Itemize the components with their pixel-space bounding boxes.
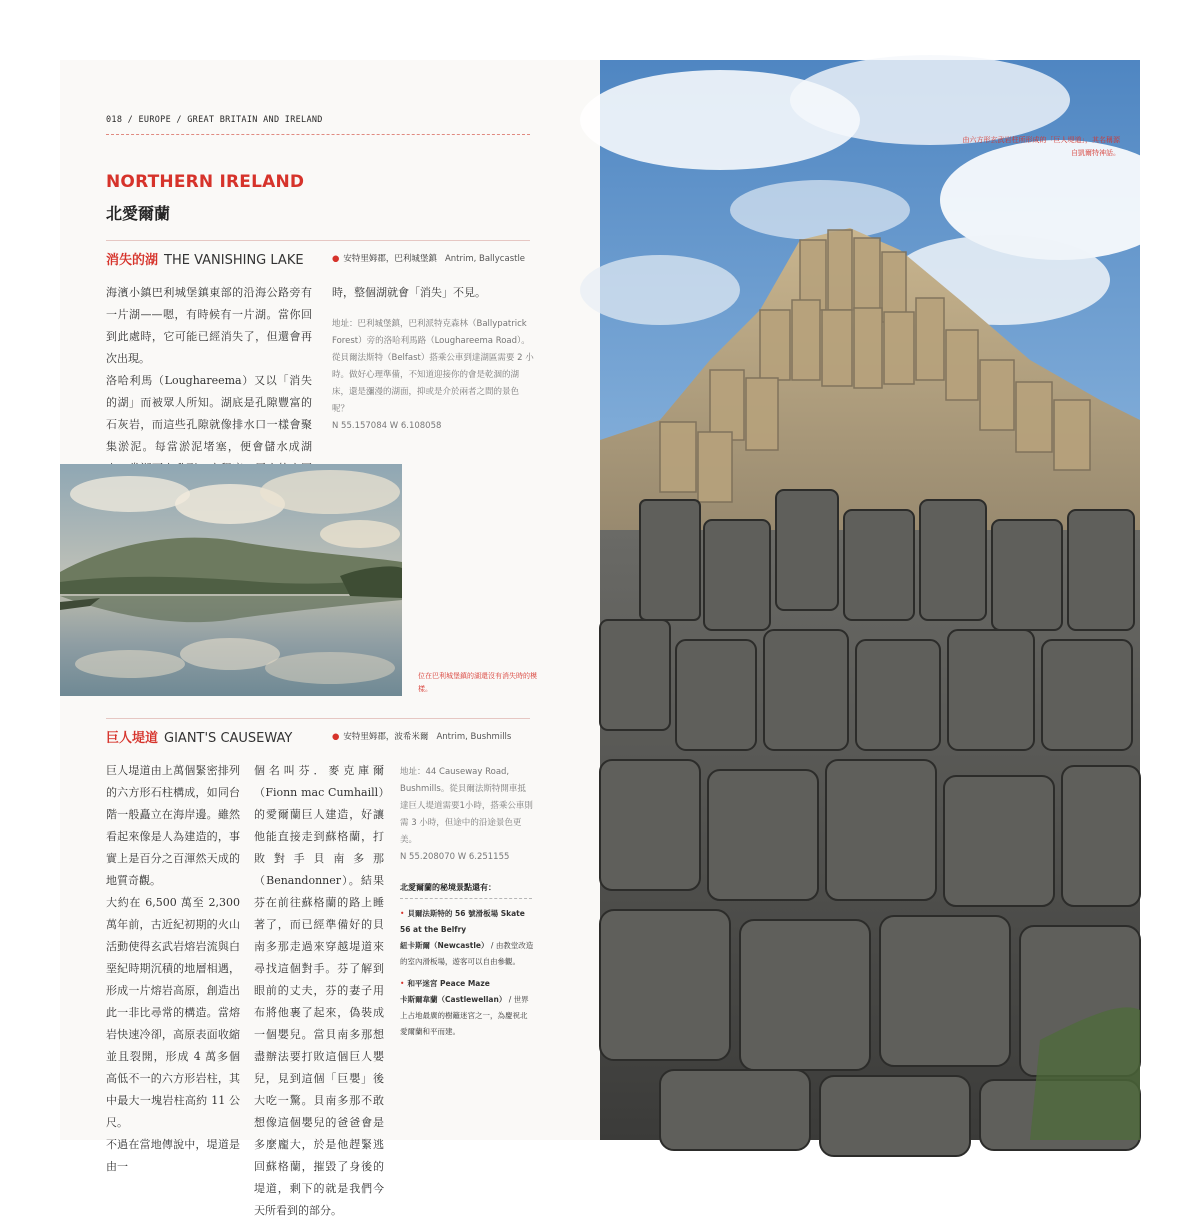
paragraph: 巨人堤道由上萬個緊密排列的六方形石柱構成，如同台階一般矗立在海岸邊。雖然看起來像是人為建造的，事實上是百分之百渾然天成的地質奇觀。 xyxy=(106,764,240,887)
tips-rule xyxy=(400,898,532,899)
tip-item: • 貝爾法斯特的 56 號滑板場 Skate 56 at the Belfry 紐卡斯爾（Newcastle） / 由教堂改造的室內滑板場，遊客可以自由參觀。 xyxy=(400,909,534,966)
tip-place: 紐卡斯爾（Newcastle） xyxy=(400,941,489,950)
lake-photo-image xyxy=(60,464,402,696)
left-page xyxy=(60,60,600,1217)
paragraph: 洛哈利馬（Loughareema）又以「消失的湖」而被眾人所知。湖底是孔隙豐富的石灰岩，而這些孔隙就像排水口一樣會聚集淤泥。每當淤泥堵塞，便會儲水成湖 xyxy=(106,374,312,453)
section-rule xyxy=(106,240,530,241)
book-spread xyxy=(60,60,1140,1217)
vanishing-lake-address xyxy=(332,316,534,440)
location-en: Antrim, Bushmills xyxy=(436,732,512,742)
address-text: 地址：巴利城堡鎮，巴利派特克森林（Ballypatrick Forest）旁的洛哈利馬路（Loughareema Road）。從貝爾法斯特（Belfast）搭乘公車到達湖區需要 2 小時。做好心理準備，不知道迎接你的會是乾涸的湖床，還是瀰漫的湖面，抑或是介於兩者之間的景色呢？ xyxy=(332,319,534,414)
paragraph: 大約在 6,500 萬至 2,300 萬年前，古近紀初期的火山活動使得玄武岩熔岩流與白堊紀時期沉積的地層相遇，形成一片熔岩高原，創造出此一非比尋常的構造。當熔岩快速冷卻，高原表面收縮並且裂開，形成 4 萬多個高低不一的六方形岩柱，其中最大一塊岩柱高約 11 公尺。 xyxy=(106,896,240,1129)
address-text: 地址：44 Causeway Road, Bushmills。從貝爾法斯特開車抵達巨人堤道需要1小時，搭乘公車則需 3 小時，但途中的沿途景色更美。 xyxy=(400,767,533,845)
vanishing-lake-body-col1 xyxy=(106,282,312,458)
region-title-en: NORTHERN IRELAND xyxy=(106,172,305,192)
location-pin-icon: ● xyxy=(332,254,340,264)
header-rule xyxy=(106,134,530,135)
tip-item: • 和平迷宮 Peace Maze 卡斯爾韋蘭（Castlewellan） / 世界上占地最廣的樹籬迷宮之一，為慶祝北愛爾蘭和平而建。 xyxy=(400,979,529,1036)
causeway-body-col1 xyxy=(106,760,240,1173)
location-zh: 安特里姆郡，巴利城堡鎮 xyxy=(343,254,437,264)
paragraph: 時，整個湖就會「消失」不見。 xyxy=(332,286,486,299)
tip-desc: 世界上占地最廣的樹籬迷宮之一，為慶祝北愛爾蘭和平而建。 xyxy=(400,995,529,1036)
location-en: Antrim, Ballycastle xyxy=(444,254,526,264)
tip-place: 卡斯爾韋蘭（Castlewellan） xyxy=(400,995,507,1004)
lake-photo-caption: 位在巴利城堡鎮的湖還沒有消失時的模樣。 xyxy=(418,672,537,693)
paragraph: 不過在當地傳說中，堤道是由一 xyxy=(106,1138,240,1173)
running-head: 018 / EUROPE / GREAT BRITAIN AND IRELAND xyxy=(106,115,323,125)
location-zh: 安特里姆郡，波希米爾 xyxy=(343,732,429,742)
giants-causeway-photo xyxy=(600,60,1140,1140)
tip-title: 和平迷宮 Peace Maze xyxy=(407,979,490,988)
bullet-icon: • xyxy=(400,979,405,988)
tips-heading: 北愛爾蘭的秘境景點還有： xyxy=(400,883,496,892)
tip-title: 貝爾法斯特的 56 號滑板場 Skate 56 at the Belfry xyxy=(400,909,525,934)
location-line xyxy=(332,730,511,742)
bullet-icon: • xyxy=(400,909,405,918)
section-title-zh: 消失的湖 xyxy=(106,253,159,268)
right-page xyxy=(600,60,1140,1140)
location-pin-icon: ● xyxy=(332,732,340,742)
paragraph: 海濱小鎮巴利城堡鎮東部的沿海公路旁有一片湖——嗯，有時候有一片湖。當你回到此處時，它可能已經消失了，但還會再次出現。 xyxy=(106,286,312,365)
coordinates: N 55.208070 W 6.251155 xyxy=(400,852,510,862)
section-title-vanishing-lake xyxy=(106,249,304,268)
paragraph: 個名叫芬．麥克庫爾（Fionn mac Cumhaill）的愛爾蘭巨人建造，好讓他能直接走到蘇格蘭，打敗對手貝南多那（Benandonner）。結果芬在前往蘇格蘭的路上睡著了，而已經準備好的貝南多那走過來穿越堤道來尋找這個對手。芬了解到眼前的丈夫，芬的妻子用布將他裹了起來，偽裝成一個嬰兒。當貝南多那想盡辦法要打敗這個巨人嬰兒，見到這個「巨嬰」後大吃一驚。貝南多那不敢想像這個嬰兒的爸爸會是多麼龐大，於是他趕緊逃回蘇格蘭，摧毀了身後的堤道，剩下的就是我們今天所看到的部分。 xyxy=(254,764,384,1217)
tips-list xyxy=(400,906,534,1046)
coordinates: N 55.157084 W 6.108058 xyxy=(332,421,442,431)
vanishing-lake-body-col2 xyxy=(332,282,532,306)
causeway-address xyxy=(400,764,534,872)
causeway-body-col2 xyxy=(254,760,384,1217)
causeway-photo-caption: 由六方形玄武岩柱所形成的「巨人堤道」，其名稱源自凱爾特神話。 xyxy=(962,136,1120,157)
section-title-giants-causeway xyxy=(106,727,292,746)
section-title-en: THE VANISHING LAKE xyxy=(164,253,304,268)
section-title-en: GIANT'S CAUSEWAY xyxy=(164,731,293,746)
section-rule xyxy=(106,718,530,719)
tip-desc: 由教堂改造的室內滑板場，遊客可以自由參觀。 xyxy=(400,941,534,966)
section-title-zh: 巨人堤道 xyxy=(106,731,159,746)
lake-photo xyxy=(60,464,402,696)
location-line xyxy=(332,252,525,264)
region-title-zh: 北愛爾蘭 xyxy=(106,204,171,223)
